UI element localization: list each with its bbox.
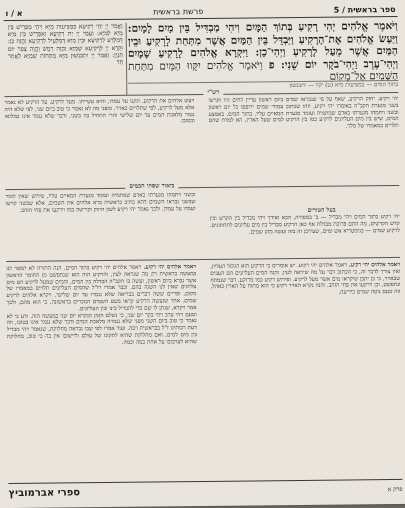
torah-verse-block [128,20,399,86]
onkelos-gloss: בתוך המים — במציעות מיא (ט) יקוו — יתכנשון [128,80,398,92]
publisher-brand: ספרי אברמוביץ [8,486,81,499]
ibn-ezra-column [210,262,402,478]
page-content [3,2,402,502]
verse-continuation: וַיֹּאמֶר אֱלֹהִים יִקָּווּ הַמַּיִם מִתַּחַת הַשָּׁמַיִם אֶל־מָקוֹם [128,59,399,84]
ramban-text: ויאמר אלהים יהי רקיע בתוך המים. הנה התורה לא תספר לנו במעשה בראשית רק מה שנראה לעין, והרקיע הזה הוא שנתפשט מן החומר הראשון אשר נברא ביום ראשון, ועשה בו הקב"ה הבדלה בין המים, והמים שמעל לרקיע הם מים עליונים שאין לנו השגה בהם. וכבר אמרו רז"ל שהמים העליונים תלויים במאמרו של מקום, ופריים ששה דברים בבריאה שלא נגמרו עד יום שלישי. ויקרא אלהים לרקיע שמים. אחר שנעשה הרקיע קראו בשם השמים הנזכרים בראשונה, כי הוא מהם, ולכך אמר ויקרא, שנתן לו שם כדי להבדיל בינו ובין העליונים. [6,264,197,313]
verse-text: וַיֹּאמֶר אֱלֹהִים יְהִי רָקִיעַ בְּתוֹךְ הַמָּיִם וִיהִי מַבְדִּיל בֵּין מַיִם לָמָיִם: וַיַּעַשׂ אֱלֹהִים אֶת־הָרָקִיעַ וַיַּבְדֵּל בֵּין הַמַּיִם אֲשֶׁר מִתַּחַת לָרָקִיעַ וּבֵין הַמַּיִם אֲשֶׁר מֵעַל לָרָקִיעַ וַיְהִי־כֵן: וַיִּקְרָא אֱלֹהִים לָרָקִיעַ שָׁמָיִם וַיְהִי־עֶרֶב וַיְהִי־בֹקֶר יוֹם שֵׁנִי: פ [127,19,399,72]
sifsei-heading: ביאור שפתי חכמים [125,182,178,190]
sifsei-chachamim-column: ובשני ויתמהו מגערתו כאדם שמתמיה ועומד מגערת המאיים עליו, פירוש שאין לומר שבשני נבראו השמים דהא כתיב בראשית ברא אלהים את השמים, אלא שבשני קרשו ועמדו על עמדן. ולכך נאמר יהי רקיע לשון חיזוק וקרישה כמו וירקעו את פחי הזהב. [5,192,196,214]
header-parsha: פרשת בראשית [152,6,204,17]
running-header [3,2,397,21]
targum-onkelos: וַאֲמַר יְיָ יְהֵי רְקִיעָא בִּמְצִיעוּת מַיָּא וִיהֵי מַפְרֵישׁ בֵּין מַיָּא לְמַיָּא: וַעֲבַד יְיָ יָת רְקִיעָא וְאַפְרֵישׁ בֵּין מַיָּא דְּמִלְּרַע לִרְקִיעָא וּבֵין מַיָּא דְּמִלְּעֵיל לִרְקִיעָא וַהֲוָה כֵן: וּקְרָא יְיָ לִרְקִיעָא שְׁמַיָּא וַהֲוָה רְמַשׁ וַהֲוָה צְפַר יוֹם תִּנְיָן: וַאֲמַר יְיָ יִתְכַּנְשׁוּן מַיָּא מִתְּחוֹת שְׁמַיָּא לַאֲתַר חַד [7,22,124,66]
ramban-lead: ויאמר אלהים יהי רקיע. [143,264,197,271]
baal-haturim-column: יהי רקיע בתוך המים ויהי מבדיל — ב' במסורה, הכא ואידך ויהי מבדיל בין הקדש ובין קדש הקדשים, מה התם פרוכת מבדלת אף כאן הרקיע מבדיל בין מים עליונים לתחתונים. לרקיע שמים — בגימטריא אש ומים, שעירבן זה בזה ועשה מהן שמים. [209,213,400,236]
footer-ref: פרק א [387,485,403,493]
ibn-ezra-lead: ויאמר אלהים יהי רקיע. [348,261,401,269]
header-book-title: ספר בראשית / 5 [333,4,396,15]
page-footer [8,479,402,502]
rashi-heading: רש"י [203,89,223,96]
rule-lower [6,257,400,262]
header-chapter: א / ו [5,8,23,18]
rashi-column-right: יהי רקיע. יחזק הרקיע, שאף על פי שנבראו שמים ביום ראשון עדיין לחים היו וקרשו בשני מגערת הקב"ה באומרו יהי רקיע, וזהו שכתוב עמודי שמים ירופפו כל יום ראשון ובשני ויתמהו מגערתו כאדם שמתמיה ועומד מגערת המאיים עליו. בתוך המים. באמצע המים, שיש בין מים העליונים לרקיע כמו בין הרקיע למים שעל הארץ, הא למדת שהם תלויים במאמרו של מלך. [208,95,399,130]
ramban-column [6,264,198,480]
ramban-text-cont: וטעם ויהי ערב ויהי בקר יום שני, כי נשלם הזמן הנקרא יום שני במעשה הזה. ודע כי לא נאמר כי טוב ביום השני מפני שלא נגמרה מלאכת המים ודבר שלא נגמר אינו בטובו, וזה דעת רבותינו ז"ל בבראשית רבה. ועוד אמרו לפי שבו נבראה מחלוקת, שנאמר ויהי מבדיל בין מים למים, ואם מחלוקת שהיא לתקונו של עולם וליישובו אין בה כי טוב, מחלוקת שהיא לערבובו על אחת כמה וכמה. [6,311,197,346]
ibn-ezra-text: ויאמר אלהים יהי רקיע. יש אומרים כי הרקיע הוא הגלגל העליון, ואין צורך לדבר זה, כי הכתוב דבר על מה שיראה לעין. והנה המים העליונים הם העבים שבאויר, כי כן יתכן שיקראו מים אשר מעל לרקיע. ופירוש רקיע כמו מרוקע, דבר שנמתח ונתפשט, וכן וירקעו את פחי הזהב. והנה נקרא האויר רקיע כי הוא מתוח על הארץ כאהל, וזה טעם נוטה שמים כיריעה. [210,262,401,296]
baal-haturim-heading: בעל הטורים [303,207,339,214]
rule-sifsei [5,185,399,190]
rashi-column-left: ויעש אלהים את הרקיע. תקנו על עמדו, והיא עשייתו. מעל לרקיע. על הרקיע לא נאמר אלא מעל לרקיע, לפי שתלויים באויר. ומפני מה לא נאמר כי טוב ביום שני, לפי שלא היה נגמר מלאכת המים עד יום שלישי והרי התחיל בה בשני, ודבר שלא נגמר אינו במלואו ובטובו. [4,98,195,125]
